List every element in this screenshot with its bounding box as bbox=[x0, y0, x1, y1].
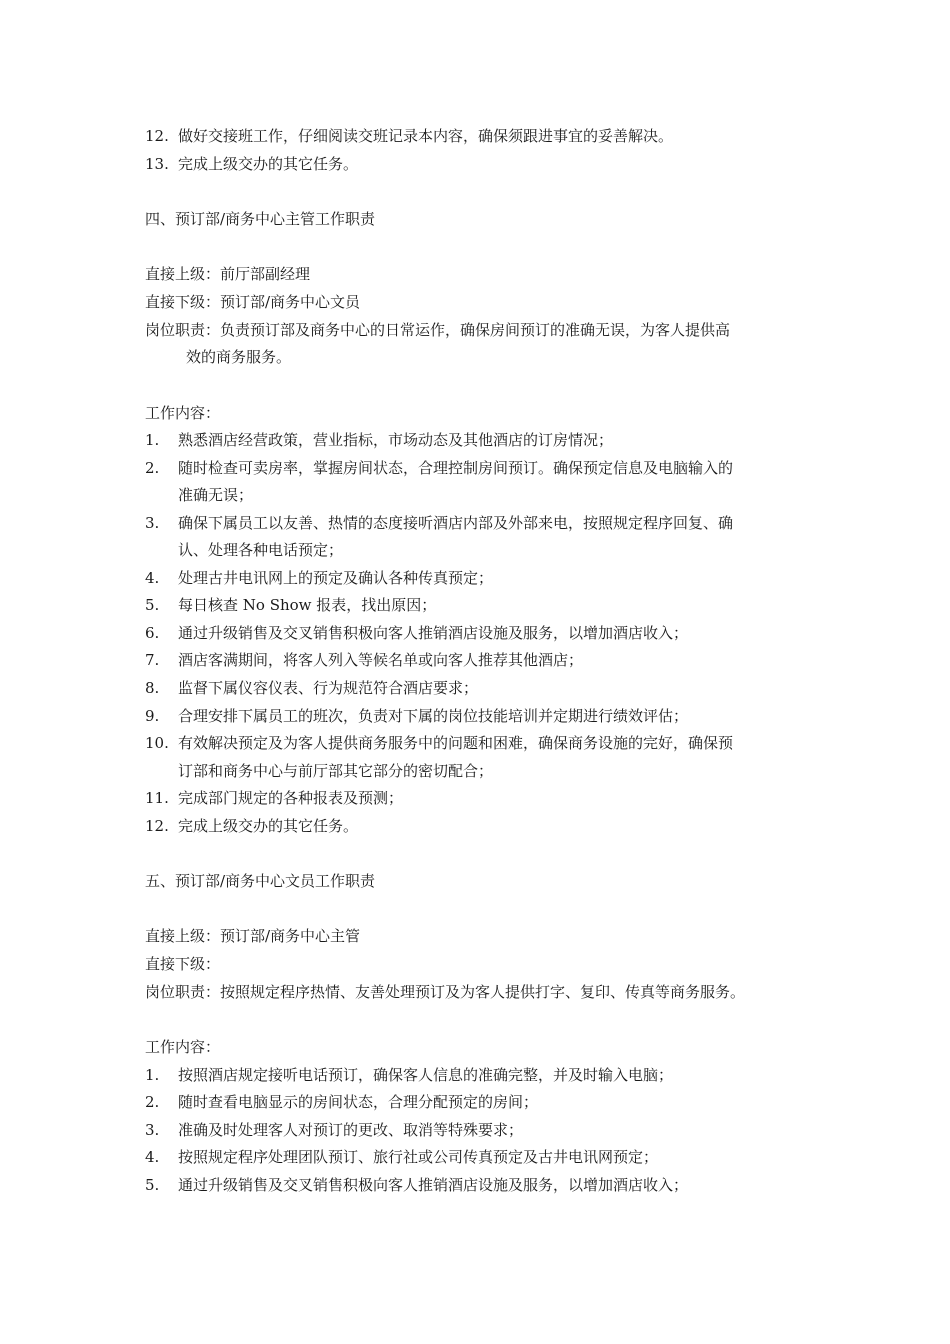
list-item: 每日核查 No Show 报表，找出原因； bbox=[178, 596, 437, 614]
list-number: 4. bbox=[145, 569, 160, 587]
list-number: 2. bbox=[145, 1093, 160, 1111]
list-item-continued: 认、处理各种电话预定； bbox=[178, 541, 344, 559]
work-content-label: 工作内容： bbox=[145, 1038, 221, 1056]
list-number: 12. bbox=[145, 817, 169, 835]
list-item: 熟悉酒店经营政策，营业指标，市场动态及其他酒店的订房情况； bbox=[178, 431, 614, 449]
section-heading: 四、预订部/商务中心主管工作职责 bbox=[145, 210, 376, 228]
list-item: 做好交接班工作，仔细阅读交班记录本内容，确保须跟进事宜的妥善解决。 bbox=[178, 127, 674, 145]
list-number: 9. bbox=[145, 707, 160, 725]
list-number: 1. bbox=[145, 1066, 160, 1084]
direct-superior: 直接上级：预订部/商务中心主管 bbox=[145, 927, 361, 945]
list-number: 3. bbox=[145, 514, 160, 532]
list-number: 3. bbox=[145, 1121, 160, 1139]
list-item: 酒店客满期间，将客人列入等候名单或向客人推荐其他酒店； bbox=[178, 651, 584, 669]
list-item: 完成上级交办的其它任务。 bbox=[178, 817, 359, 835]
list-item-continued: 准确无误； bbox=[178, 486, 254, 504]
list-item: 合理安排下属员工的班次，负责对下属的岗位技能培训并定期进行绩效评估； bbox=[178, 707, 689, 725]
list-number: 5. bbox=[145, 1176, 160, 1194]
list-number: 13. bbox=[145, 155, 169, 173]
list-item-continued: 订部和商务中心与前厅部其它部分的密切配合； bbox=[178, 762, 494, 780]
work-content-label: 工作内容： bbox=[145, 404, 221, 422]
list-number: 11. bbox=[145, 789, 169, 807]
list-item: 随时查看电脑显示的房间状态，合理分配预定的房间； bbox=[178, 1093, 539, 1111]
direct-superior: 直接上级：前厅部副经理 bbox=[145, 265, 311, 283]
list-item: 监督下属仪容仪表、行为规范符合酒店要求； bbox=[178, 679, 479, 697]
list-item: 确保下属员工以友善、热情的态度接听酒店内部及外部来电，按照规定程序回复、确 bbox=[178, 514, 734, 532]
list-number: 5. bbox=[145, 596, 160, 614]
list-number: 7. bbox=[145, 651, 160, 669]
list-item: 完成上级交办的其它任务。 bbox=[178, 155, 359, 173]
list-number: 1. bbox=[145, 431, 160, 449]
list-item: 通过升级销售及交叉销售积极向客人推销酒店设施及服务，以增加酒店收入； bbox=[178, 1176, 689, 1194]
list-number: 8. bbox=[145, 679, 160, 697]
job-duty-continued: 效的商务服务。 bbox=[186, 348, 292, 366]
list-item: 随时检查可卖房率，掌握房间状态，合理控制房间预订。确保预定信息及电脑输入的 bbox=[178, 459, 734, 477]
list-number: 10. bbox=[145, 734, 169, 752]
list-item: 按照规定程序处理团队预订、旅行社或公司传真预定及古井电讯网预定； bbox=[178, 1148, 659, 1166]
job-duty: 岗位职责：负责预订部及商务中心的日常运作，确保房间预订的准确无误，为客人提供高 bbox=[145, 321, 731, 339]
list-item: 完成部门规定的各种报表及预测； bbox=[178, 789, 404, 807]
section-heading: 五、预订部/商务中心文员工作职责 bbox=[145, 872, 376, 890]
list-item: 有效解决预定及为客人提供商务服务中的问题和困难，确保商务设施的完好，确保预 bbox=[178, 734, 734, 752]
list-item: 准确及时处理客人对预订的更改、取消等特殊要求； bbox=[178, 1121, 524, 1139]
list-number: 2. bbox=[145, 459, 160, 477]
direct-subordinate: 直接下级： bbox=[145, 955, 221, 973]
list-item: 处理古井电讯网上的预定及确认各种传真预定； bbox=[178, 569, 494, 587]
list-item: 按照酒店规定接听电话预订，确保客人信息的准确完整，并及时输入电脑； bbox=[178, 1066, 674, 1084]
job-duty: 岗位职责：按照规定程序热情、友善处理预订及为客人提供打字、复印、传真等商务服务。 bbox=[145, 983, 746, 1001]
list-number: 12. bbox=[145, 127, 169, 145]
list-number: 4. bbox=[145, 1148, 160, 1166]
direct-subordinate: 直接下级：预订部/商务中心文员 bbox=[145, 293, 361, 311]
list-item: 通过升级销售及交叉销售积极向客人推销酒店设施及服务，以增加酒店收入； bbox=[178, 624, 689, 642]
list-number: 6. bbox=[145, 624, 160, 642]
